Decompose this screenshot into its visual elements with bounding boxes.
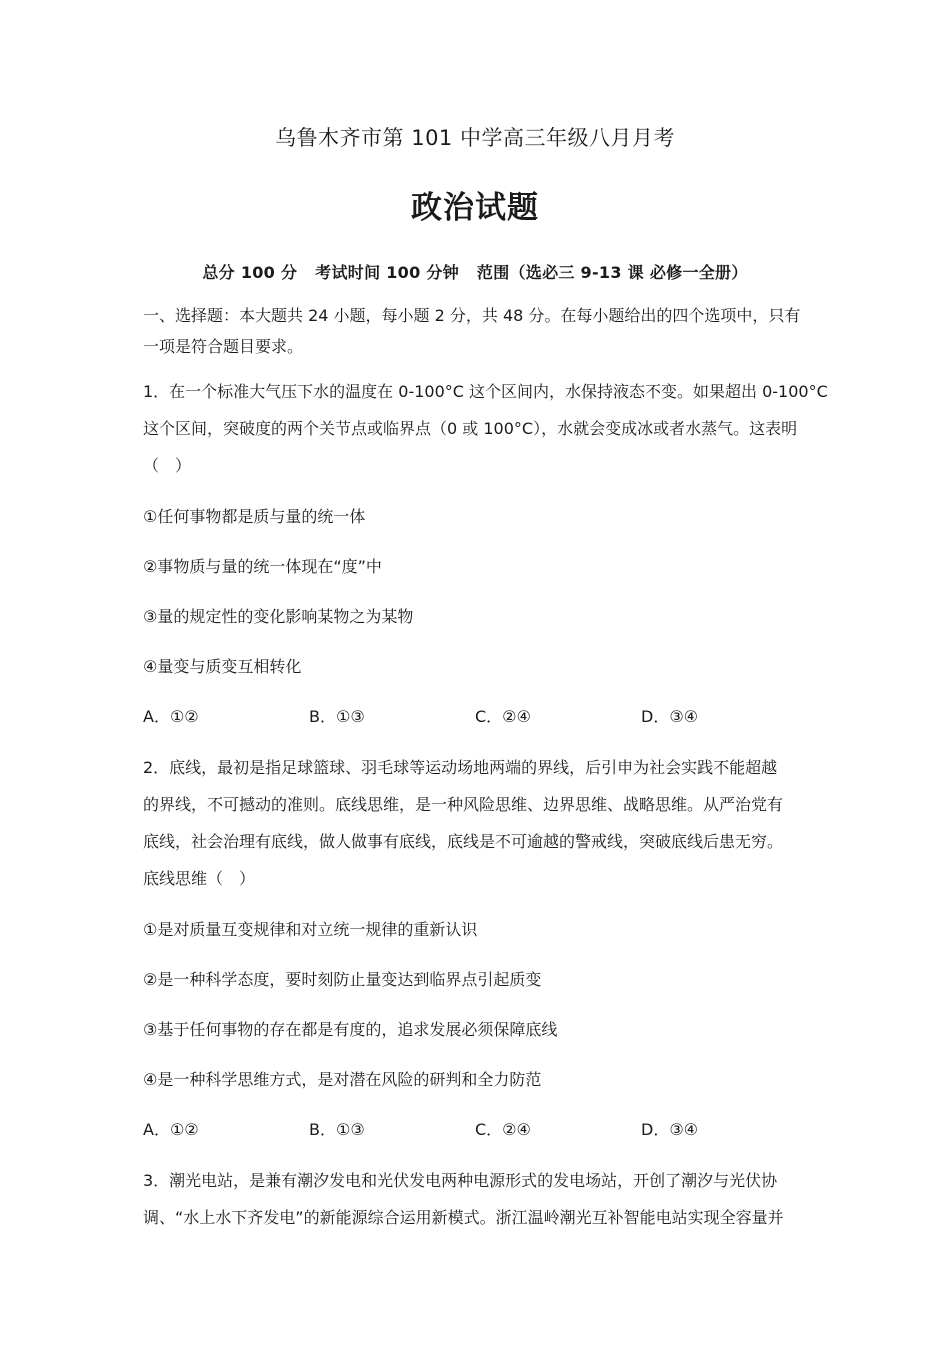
- subject-title: 政治试题: [411, 190, 539, 226]
- exam-scope: 范围（选必三 9-13 课 必修一全册）: [476, 263, 748, 282]
- exam-time: 考试时间 100 分钟: [315, 263, 460, 282]
- q2-stem: 底线思维（ ）: [143, 869, 256, 888]
- q2-statement: ②是一种科学态度，要时刻防止量变达到临界点引起质变: [143, 970, 542, 989]
- q2-statement: ③基于任何事物的存在都是有度的，追求发展必须保障底线: [143, 1020, 558, 1039]
- q2-option-c: C．②④: [475, 1120, 531, 1139]
- q1-option-d: D．③④: [641, 707, 699, 726]
- q2-stem: 底线，社会治理有底线，做人做事有底线，底线是不可逾越的警戒线，突破底线后患无穷。: [143, 832, 784, 851]
- q2-stem: 的界线，不可撼动的准则。底线思维，是一种风险思维、边界思维、战略思维。从严治党有: [143, 795, 784, 814]
- q1-option-c: C．②④: [475, 707, 531, 726]
- q2-stem: 2．底线，最初是指足球篮球、羽毛球等运动场地两端的界线，后引申为社会实践不能超越: [143, 758, 778, 777]
- q3-stem: 调、“水上水下齐发电”的新能源综合运用新模式。浙江温岭潮光互补智能电站实现全容量并: [143, 1208, 784, 1227]
- q2-options: [143, 1119, 743, 1141]
- q2-statement: ①是对质量互变规律和对立统一规律的重新认识: [143, 920, 478, 939]
- exam-info: [0, 260, 950, 283]
- section-instruction-cont: 一项是符合题目要求。: [143, 337, 304, 356]
- school-title: 乌鲁木齐市第 101 中学高三年级八月月考: [275, 126, 675, 150]
- q1-stem: （ ）: [143, 456, 192, 475]
- q1-option-a: A．①②: [143, 707, 199, 726]
- q3-stem: 3．潮光电站，是兼有潮汐发电和光伏发电两种电源形式的发电场站，开创了潮汐与光伏协: [143, 1171, 778, 1190]
- q1-options: [143, 706, 743, 728]
- q1-stem: 这个区间，突破度的两个关节点或临界点（0 或 100°C），水就会变成冰或者水蒸气。这表明: [143, 419, 798, 438]
- total-score: 总分 100 分: [202, 263, 298, 282]
- q1-stem: 1．在一个标准大气压下水的温度在 0-100°C 这个区间内，水保持液态不变。如果超出 0-100°C: [143, 382, 828, 401]
- q1-statement: ④量变与质变互相转化: [143, 657, 302, 676]
- q2-option-b: B．①③: [309, 1120, 365, 1139]
- section-instruction: 一、选择题：本大题共 24 小题，每小题 2 分，共 48 分。在每小题给出的四个选项中，只有: [143, 306, 801, 325]
- q2-option-a: A．①②: [143, 1120, 199, 1139]
- q1-option-b: B．①③: [309, 707, 365, 726]
- q1-statement: ③量的规定性的变化影响某物之为某物: [143, 607, 414, 626]
- q2-option-d: D．③④: [641, 1120, 699, 1139]
- q2-statement: ④是一种科学思维方式，是对潜在风险的研判和全力防范: [143, 1070, 542, 1089]
- q1-statement: ①任何事物都是质与量的统一体: [143, 507, 366, 526]
- q1-statement: ②事物质与量的统一体现在“度”中: [143, 557, 382, 576]
